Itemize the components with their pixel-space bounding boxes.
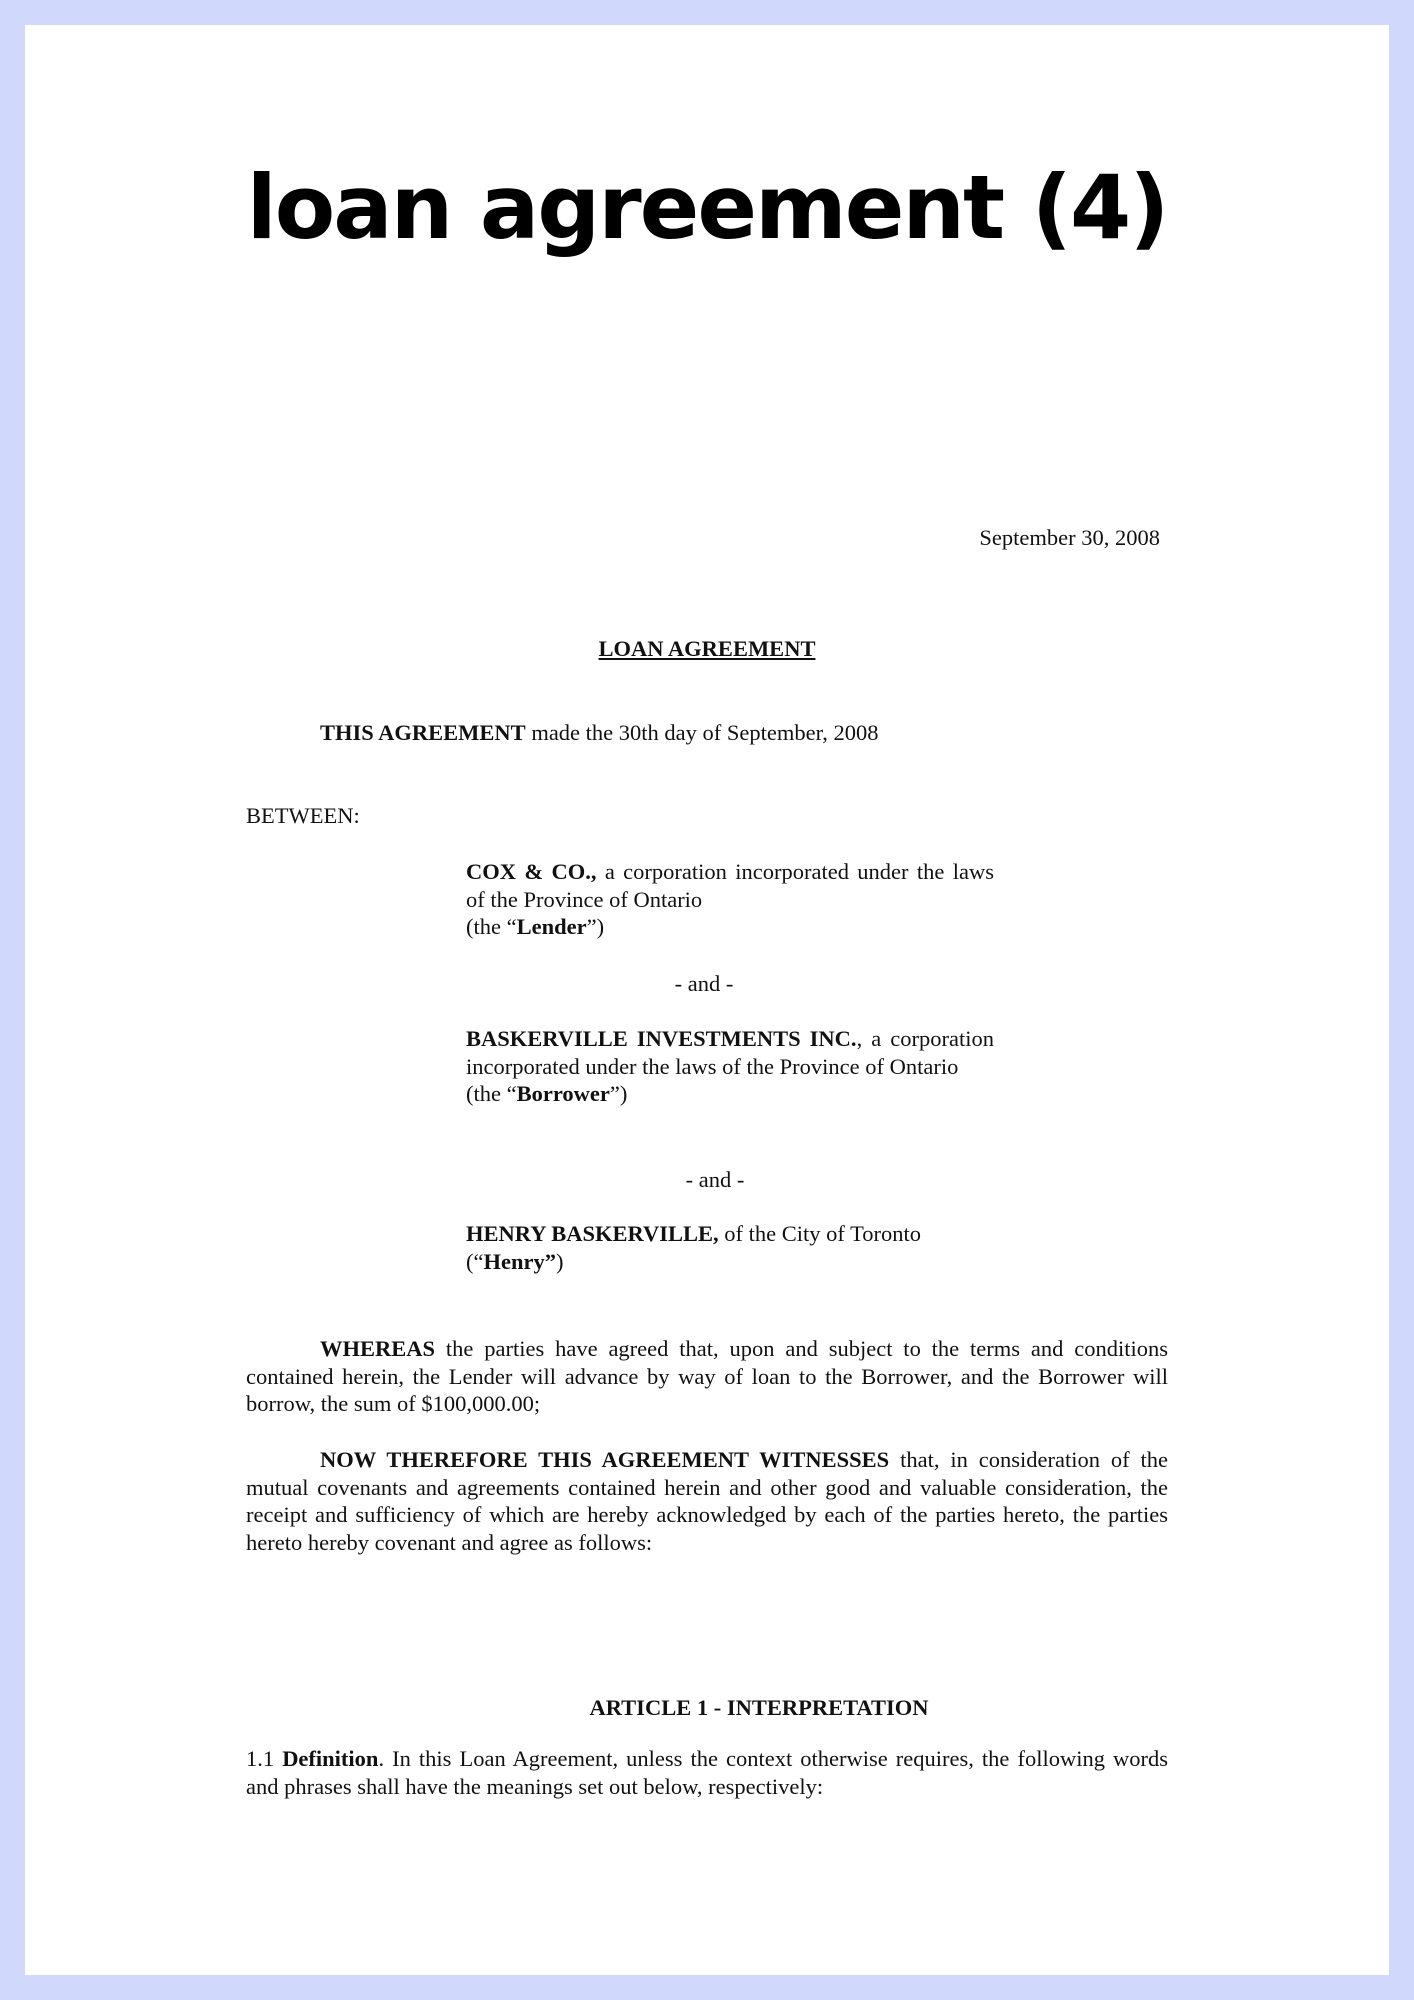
- whereas-text: the parties have agreed that, upon and subject to the terms and conditions contained herein, the Lender will advance by way of loan to the Borrower, and the Borrower will borrow, the sum of $100,000.00;: [246, 1336, 1168, 1416]
- party-alias: Borrower: [516, 1081, 610, 1106]
- alias-suffix: ): [555, 1248, 564, 1274]
- party-henry: [466, 1220, 994, 1275]
- party-borrower: [466, 1025, 994, 1108]
- whereas-clause: [246, 1335, 1168, 1418]
- party-description: of the City of Toronto: [718, 1221, 922, 1246]
- alias-suffix: ”): [586, 914, 605, 939]
- party-name: HENRY BASKERVILLE,: [466, 1221, 719, 1246]
- agreement-date: September 30, 2008: [979, 525, 1160, 550]
- party-name: COX & CO.,: [466, 859, 597, 884]
- party-lender: [466, 858, 994, 941]
- intro-text: made the 30th day of September, 2008: [525, 720, 879, 745]
- document-heading: LOAN AGREEMENT: [598, 636, 816, 661]
- party-name: BASKERVILLE INVESTMENTS INC.: [466, 1026, 857, 1051]
- intro-bold: THIS AGREEMENT: [320, 720, 526, 745]
- alias-prefix: (the “: [466, 1081, 517, 1106]
- article-heading: [25, 1694, 1389, 1722]
- party-alias: Henry”: [483, 1248, 556, 1274]
- party-description: a corporation incorporated under the laws of the Province of Ontario: [466, 859, 994, 912]
- now-therefore-text: that, in consideration of the mutual covenants and agreements contained herein and other good and valuable consideration, the receipt and sufficiency of which are hereby acknowledged by each of the parties hereto, the parties hereto hereby covenant and agree as follows:: [246, 1447, 1168, 1555]
- page-title: loan agreement (4): [246, 156, 1168, 259]
- definition-clause: [246, 1745, 1168, 1800]
- whereas-bold: WHEREAS: [320, 1336, 436, 1361]
- definition-text: . In this Loan Agreement, unless the context otherwise requires, the following words and phrases shall have the meanings set out below, respectively:: [246, 1746, 1169, 1799]
- intro-line: [320, 719, 878, 747]
- definition-bold: Definition: [282, 1746, 379, 1771]
- alias-suffix: ”): [609, 1081, 628, 1106]
- and-separator: [25, 970, 1389, 998]
- document-page: [25, 25, 1389, 1975]
- article-heading-text: ARTICLE 1 - INTERPRETATION: [589, 1695, 929, 1720]
- and-separator-text: - and -: [674, 971, 734, 996]
- alias-prefix: (the “: [466, 914, 517, 939]
- now-therefore-clause: [246, 1446, 1168, 1556]
- between-label: BETWEEN:: [246, 803, 360, 828]
- now-therefore-bold: NOW THEREFORE THIS AGREEMENT WITNESSES: [320, 1447, 890, 1472]
- clause-number: 1.1: [246, 1746, 283, 1771]
- party-alias: Lender: [516, 914, 587, 939]
- and-separator-text: - and -: [685, 1167, 745, 1192]
- and-separator: [25, 1166, 1389, 1194]
- alias-prefix: (“: [466, 1248, 484, 1274]
- party-description: , a corporation incorporated under the laws of the Province of Ontario: [466, 1026, 995, 1079]
